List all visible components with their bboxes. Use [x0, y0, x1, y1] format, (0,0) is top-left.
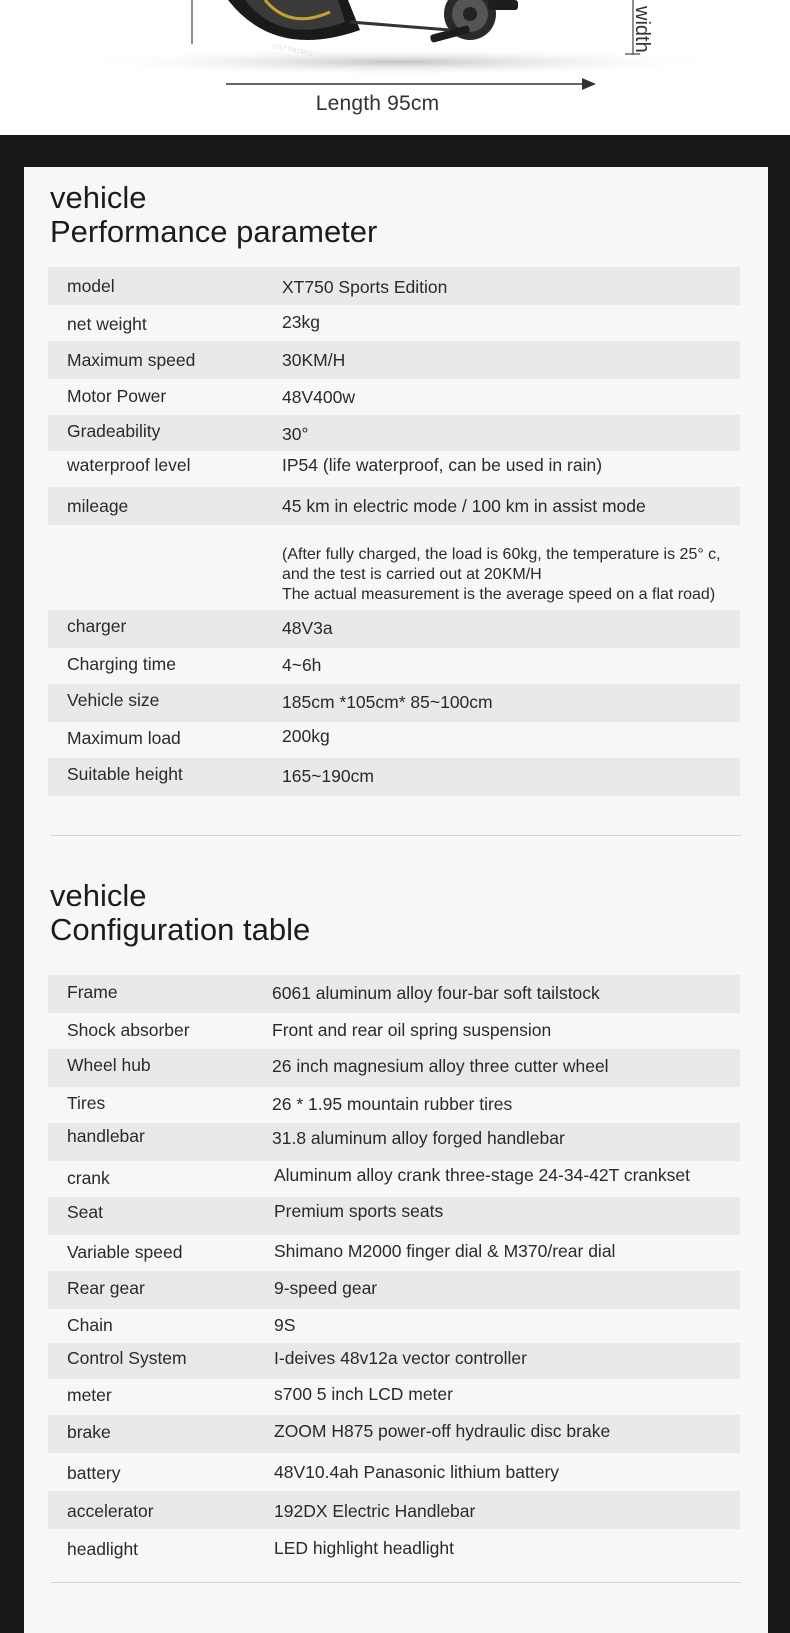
row-value: 4~6h: [282, 655, 322, 675]
row-label: Maximum speed: [67, 350, 196, 370]
crankset: [350, 0, 518, 43]
configuration-title-line2: Configuration table: [50, 912, 311, 947]
row-label: Wheel hub: [67, 1055, 151, 1075]
table-row: [48, 415, 740, 451]
table-row: [48, 975, 740, 1013]
table-row: [48, 1343, 740, 1379]
row-label: Motor Power: [67, 386, 167, 406]
mileage-note: (After fully charged, the load is 60kg, the temperature is 25° c, and the test is carried out at 20KM/H The actual measurement is the average speed on a flat road): [282, 546, 721, 603]
row-value: 165~190cm: [282, 766, 374, 786]
row-value: Aluminum alloy crank three-stage 24-34-42T crankset: [274, 1165, 690, 1185]
length-label: Length 95cm: [315, 92, 440, 115]
performance-title: [50, 181, 377, 249]
row-label: headlight: [67, 1539, 139, 1559]
table-row: [48, 758, 740, 796]
performance-title-line1: vehicle: [50, 180, 147, 215]
product-image-area: [0, 0, 790, 135]
row-value: 30KM/H: [282, 350, 346, 370]
row-label: meter: [67, 1385, 112, 1405]
row-label: Variable speed: [67, 1242, 183, 1262]
spec-panel: [24, 167, 768, 1633]
row-value: 45 km in electric mode / 100 km in assist mode: [282, 496, 646, 516]
row-value: 26 inch magnesium alloy three cutter wheel: [272, 1056, 609, 1076]
length-arrow-head: [582, 78, 596, 90]
row-value: 48V3a: [282, 618, 333, 638]
row-label: waterproof level: [67, 455, 191, 475]
section-divider: [51, 835, 741, 836]
table-row: [48, 1529, 740, 1567]
row-value: I-deives 48v12a vector controller: [274, 1348, 527, 1368]
table-row: [48, 305, 740, 341]
table-row: [48, 451, 740, 487]
row-value: 26 * 1.95 mountain rubber tires: [272, 1094, 513, 1114]
row-label: Shock absorber: [67, 1020, 190, 1040]
table-row: [48, 1197, 740, 1235]
row-value: 200kg: [282, 726, 330, 746]
section-divider-bottom: [51, 1582, 741, 1583]
table-row: [48, 722, 740, 758]
row-label: Tires: [67, 1093, 106, 1113]
width-label: width: [631, 6, 653, 53]
row-value: 31.8 aluminum alloy forged handlebar: [272, 1128, 565, 1148]
row-label: handlebar: [67, 1126, 145, 1146]
row-label: crank: [67, 1168, 110, 1188]
table-row: [48, 1161, 740, 1197]
row-value: Shimano M2000 finger dial & M370/rear dial: [274, 1241, 616, 1261]
table-row: [48, 487, 740, 525]
configuration-title: [50, 879, 310, 947]
table-row: [48, 1379, 740, 1415]
row-label: Maximum load: [67, 728, 181, 748]
row-label: Control System: [67, 1348, 187, 1368]
table-row: [48, 1453, 740, 1491]
row-value: 23kg: [282, 312, 320, 332]
row-value: ZOOM H875 power-off hydraulic disc brake: [274, 1421, 611, 1441]
row-label: Suitable height: [67, 764, 183, 784]
row-value: Front and rear oil spring suspension: [272, 1020, 552, 1040]
row-value: 192DX Electric Handlebar: [274, 1501, 476, 1521]
row-value: 48V400w: [282, 387, 355, 407]
table-row: [48, 1013, 740, 1049]
row-label: battery: [67, 1463, 121, 1483]
row-value: 6061 aluminum alloy four-bar soft tailstock: [272, 983, 600, 1003]
table-row: [48, 379, 740, 415]
table-row: [48, 341, 740, 379]
table-row: [48, 1271, 740, 1309]
row-label: Seat: [67, 1202, 103, 1222]
row-label: Chain: [67, 1315, 113, 1335]
table-row: [48, 1049, 740, 1087]
table-row: [48, 1491, 740, 1529]
table-row: [48, 267, 740, 305]
table-row: [48, 1123, 740, 1161]
row-value: LED highlight headlight: [274, 1538, 454, 1558]
row-label: charger: [67, 616, 127, 636]
row-label: accelerator: [67, 1501, 154, 1521]
row-value: 9-speed gear: [274, 1278, 378, 1298]
row-label: net weight: [67, 314, 147, 334]
row-value: s700 5 inch LCD meter: [274, 1384, 453, 1404]
row-value: XT750 Sports Edition: [282, 277, 448, 297]
table-row: [48, 1235, 740, 1271]
row-label: mileage: [67, 496, 129, 516]
table-row: [48, 684, 740, 722]
row-label: Charging time: [67, 654, 176, 674]
tire-brand-text: OST PATROL: [271, 43, 316, 59]
row-value: 185cm *105cm* 85~100cm: [282, 692, 493, 712]
table-row: [48, 648, 740, 684]
row-label: model: [67, 276, 115, 296]
row-label: Vehicle size: [67, 690, 160, 710]
row-value: IP54 (life waterproof, can be used in rain): [282, 455, 603, 475]
row-value: 9S: [274, 1315, 296, 1335]
row-label: Rear gear: [67, 1278, 145, 1298]
table-row: [48, 1309, 740, 1343]
row-value: 48V10.4ah Panasonic lithium battery: [274, 1462, 560, 1482]
table-row: [48, 1087, 740, 1123]
row-label: brake: [67, 1422, 111, 1442]
performance-title-line2: Performance parameter: [50, 214, 378, 249]
row-label: Frame: [67, 982, 118, 1002]
row-label: Gradeability: [67, 421, 161, 441]
table-row: [48, 610, 740, 648]
table-row: [48, 1415, 740, 1453]
row-value: 30°: [282, 424, 309, 444]
row-value: Premium sports seats: [274, 1201, 444, 1221]
configuration-title-line1: vehicle: [50, 878, 147, 913]
